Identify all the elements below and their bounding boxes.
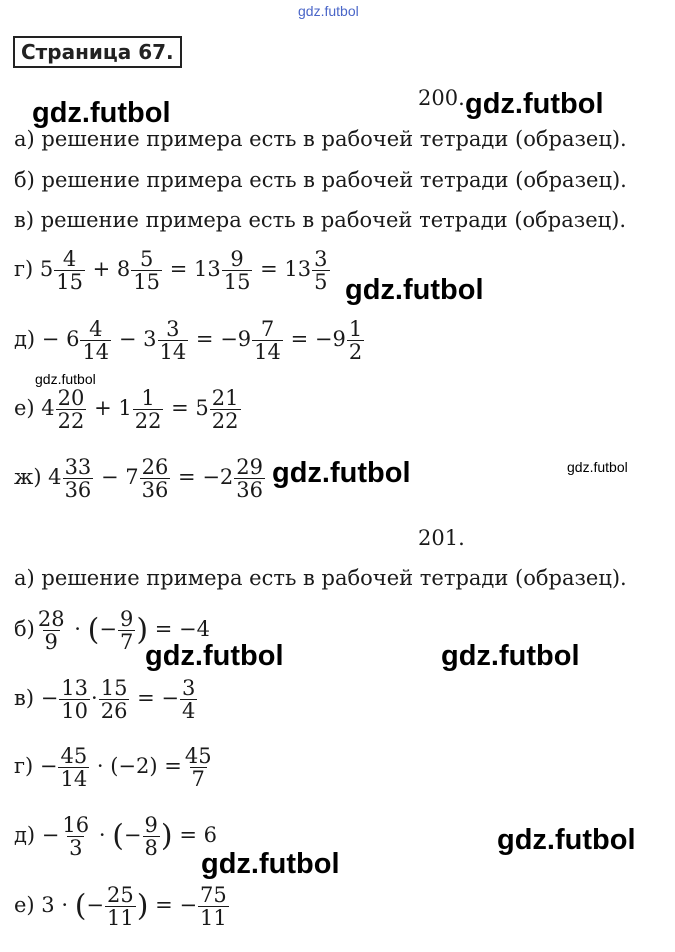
task-200-number: 200. [418,86,465,110]
equals: = 13 [169,257,221,282]
task-200-b: б) решение примера есть в рабочей тетради (образец). [14,168,627,192]
watermark: gdz.futbol [32,97,171,129]
fraction: $\frac{33}{36}$ [64,455,92,503]
right-paren: ) [136,888,149,924]
expr-label: е) 4 [14,396,55,421]
operator: − 7 [100,465,139,490]
watermark-small: gdz.futbol [35,371,96,387]
watermark: gdz.futbol [465,88,604,120]
fraction: $\frac{29}{36}$ [236,455,264,503]
fraction: $\frac{75}{11}$ [200,883,227,931]
task-201-g [14,745,215,790]
watermark: gdz.futbol [497,824,636,856]
watermark: gdz.futbol [441,640,580,672]
minus: − [123,823,142,848]
fraction: $\frac{25}{11}$ [107,883,134,931]
fraction: $\frac{13}{10}$ [61,676,89,724]
fraction: $\frac{3}{14}$ [159,317,187,365]
right-paren: ) [160,818,173,854]
task-200-d [14,318,365,363]
watermark-top: gdz.futbol [298,3,359,19]
task-200-zh [14,456,266,501]
fraction: $\frac{20}{22}$ [57,386,85,434]
expr-label: б) [14,617,35,642]
expr-label: е) 3 · [14,893,69,918]
task-201-a: а) решение примера есть в рабочей тетради (образец). [14,566,627,590]
task-201-e [14,884,230,929]
task-201-b [14,608,210,653]
expr-label: ж) 4 [14,465,62,490]
fraction: $\frac{9}{7}$ [119,607,134,655]
fraction: $\frac{28}{9}$ [37,607,65,655]
fraction: $\frac{9}{8}$ [144,813,158,861]
result: = −4 [154,617,210,642]
fraction: $\frac{4}{15}$ [56,247,83,295]
left-paren: ( [87,612,100,648]
left-paren: ( [112,818,124,854]
page-label: Страница 67. [13,36,182,68]
dot-operator: · [74,617,81,642]
fraction: $\frac{5}{15}$ [133,247,161,295]
fraction: $\frac{3}{5}$ [314,247,328,295]
watermark: gdz.futbol [272,457,411,489]
fraction: $\frac{4}{14}$ [82,317,110,365]
expr-label: г) − [14,754,58,779]
fraction: $\frac{26}{36}$ [141,455,169,503]
fraction: $\frac{45}{14}$ [60,744,88,792]
minus: − [86,893,105,918]
expr-label: д) − 6 [14,327,80,352]
fraction: $\frac{3}{4}$ [182,676,196,724]
watermark: gdz.futbol [145,640,284,672]
equals: = − [137,686,180,711]
equals: = −9 [290,327,346,352]
task-200-v: в) решение примера есть в рабочей тетради (образец). [14,208,627,232]
expr-label: д) − [14,823,60,848]
fraction: $\frac{21}{22}$ [211,386,239,434]
dot-operator: · [91,686,98,711]
result: = 6 [179,823,217,848]
fraction: $\frac{1}{22}$ [134,386,162,434]
equals: = 13 [260,257,312,282]
fraction: $\frac{1}{2}$ [348,317,363,365]
expr-label: г) 5 [14,257,54,282]
fraction: $\frac{15}{26}$ [100,676,128,724]
expr-label: в) − [14,686,59,711]
task-200-a: а) решение примера есть в рабочей тетради (образец). [14,127,627,151]
fraction: $\frac{7}{14}$ [254,317,281,365]
operator: − 3 [118,327,157,352]
watermark-small: gdz.futbol [567,459,628,475]
task-201-v [14,677,198,722]
watermark: gdz.futbol [201,848,340,880]
operator: + 8 [92,257,131,282]
right-paren: ) [136,612,149,648]
fraction: $\frac{9}{15}$ [223,247,251,295]
left-paren: ( [74,888,87,924]
task-200-g [14,248,331,293]
minus: − [99,617,117,642]
task-200-e [14,387,242,432]
dot-operator: · [98,823,106,848]
fraction: $\frac{45}{7}$ [184,744,212,792]
equals: = 5 [171,396,209,421]
task-201-number: 201. [418,526,465,550]
operator: · (−2) = [96,754,182,779]
equals: = −9 [195,327,252,352]
task-201-d [14,814,217,859]
watermark: gdz.futbol [345,274,484,306]
equals: = −2 [178,465,234,490]
operator: + 1 [94,396,132,421]
equals: = − [155,893,198,918]
fraction: $\frac{16}{3}$ [62,813,90,861]
